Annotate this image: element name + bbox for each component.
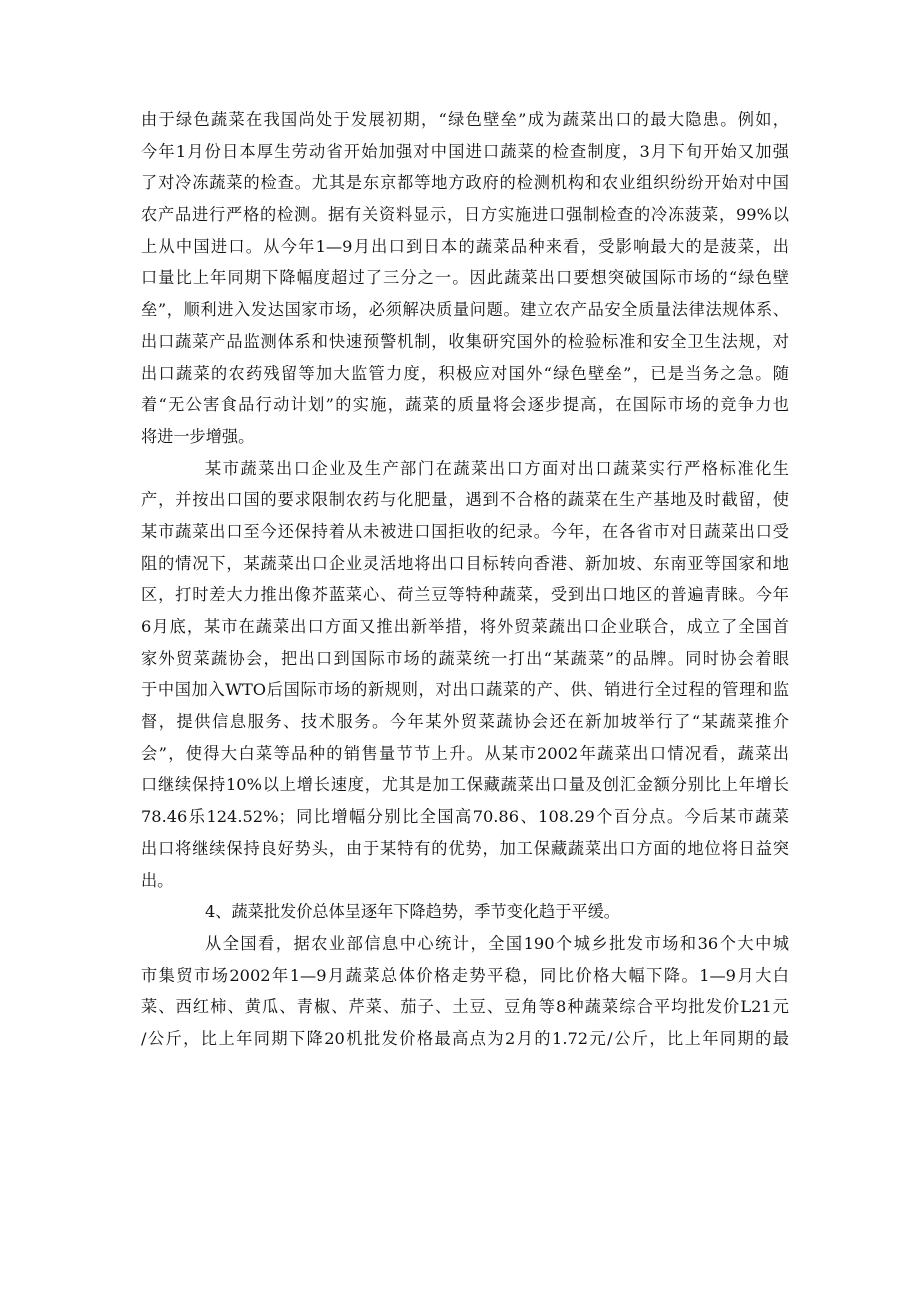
- section-heading: [141, 896, 789, 928]
- text-line: 区，打时差大力推出像芥蓝菜心、荷兰豆等特种蔬菜，受到出口地区的普遍青睐。今年: [141, 585, 789, 605]
- text-line: 农产品进行严格的检测。据有关资料显示，日方实施进口强制检查的冷冻菠菜，99%以: [141, 205, 789, 225]
- text-line: 出口蔬菜的农药残留等加大监管力度，积极应对国外“绿色壁垒”，已是当务之急。随: [141, 363, 789, 383]
- paragraph-city-export: [141, 453, 789, 897]
- paragraph-national-prices: [141, 928, 789, 1055]
- text-line: 出口将继续保持良好势头，由于某特有的优势，加工保藏蔬菜出口方面的地位将日益突: [141, 838, 789, 858]
- text-line: 督，提供信息服务、技术服务。今年某外贸菜蔬协会还在新加坡举行了“某蔬菜推介: [141, 712, 789, 732]
- text-line: 从全国看，据农业部信息中心统计，全国190个城乡批发市场和36个大中城: [205, 933, 789, 953]
- text-line: 了对冷冻蔬菜的检查。尤其是东京都等地方政府的检测机构和农业组织纷纷开始对中国: [141, 173, 789, 193]
- text-line: 于中国加入WTO后国际市场的新规则，对出口蔬菜的产、供、销进行全过程的管理和监: [141, 680, 789, 700]
- paragraph-green-barrier: [141, 104, 789, 453]
- text-line: 某市蔬菜出口至今还保持着从未被进口国拒收的纪录。今年，在各省市对日蔬菜出口受: [141, 521, 789, 541]
- text-line: /公斤，比上年同期下降20机批发价格最高点为2月的1.72元/公斤，比上年同期的最: [141, 1028, 789, 1048]
- text-line: 市集贸市场2002年1—9月蔬菜总体价格走势平稳，同比价格大幅下降。1—9月大白: [141, 965, 789, 985]
- text-line: 着“无公害食品行动计划”的实施，蔬菜的质量将会逐步提高，在国际市场的竞争力也: [141, 395, 789, 415]
- text-line: 口继续保持10%以上增长速度，尤其是加工保藏蔬菜出口量及创汇金额分别比上年增长: [141, 775, 789, 795]
- text-line: 上从中国进口。从今年1—9月出口到日本的蔬菜品种来看，受影响最大的是菠菜，出: [141, 236, 789, 256]
- text-line: 78.46乐124.52%；同比增幅分别比全国高70.86、108.29个百分点。今后某市蔬菜: [141, 807, 789, 827]
- text-line: 某市蔬菜出口企业及生产部门在蔬菜出口方面对出口蔬菜实行严格标准化生: [205, 458, 789, 478]
- text-line: 出口蔬菜产品监测体系和快速预警机制，收集研究国外的检验标准和安全卫生法规，对: [141, 331, 789, 351]
- text-line: 菜、西红柿、黄瓜、青椒、芹菜、茄子、土豆、豆角等8种蔬菜综合平均批发价L21元: [141, 997, 789, 1017]
- text-line: 口量比上年同期下降幅度超过了三分之一。因此蔬菜出口要想突破国际市场的“绿色壁: [141, 268, 789, 288]
- text-line: 阻的情况下，某蔬菜出口企业灵活地将出口目标转向香港、新加坡、东南亚等国家和地: [141, 553, 789, 573]
- text-line: 今年1月份日本厚生劳动省开始加强对中国进口蔬菜的检查制度，3月下旬开始又加强: [141, 141, 789, 161]
- text-line: 出。: [141, 870, 174, 890]
- text-line: 将进一步增强。: [141, 426, 255, 446]
- text-line: 会”，使得大白菜等品种的销售量节节上升。从某市2002年蔬菜出口情况看，蔬菜出: [141, 743, 789, 763]
- text-line: 由于绿色蔬菜在我国尚处于发展初期，“绿色壁垒”成为蔬菜出口的最大隐患。例如，: [141, 110, 789, 129]
- text-line: 垒”，顺利进入发达国家市场，必须解决质量问题。建立农产品安全质量法律法规体系、: [141, 300, 789, 320]
- text-line: 6月底，某市在蔬菜出口方面又推出新举措，将外贸菜蔬出口企业联合，成立了全国首: [141, 617, 789, 636]
- document-body: [141, 104, 789, 1055]
- heading-line: 4、蔬菜批发价总体呈逐年下降趋势，季节变化趋于平缓。: [205, 902, 620, 922]
- text-line: 家外贸菜蔬协会，把出口到国际市场的蔬菜统一打出“某蔬菜”的品牌。同时协会着眼: [141, 648, 789, 668]
- text-line: 产，并按出口国的要求限制农药与化肥量，遇到不合格的蔬菜在生产基地及时截留，使: [141, 490, 789, 510]
